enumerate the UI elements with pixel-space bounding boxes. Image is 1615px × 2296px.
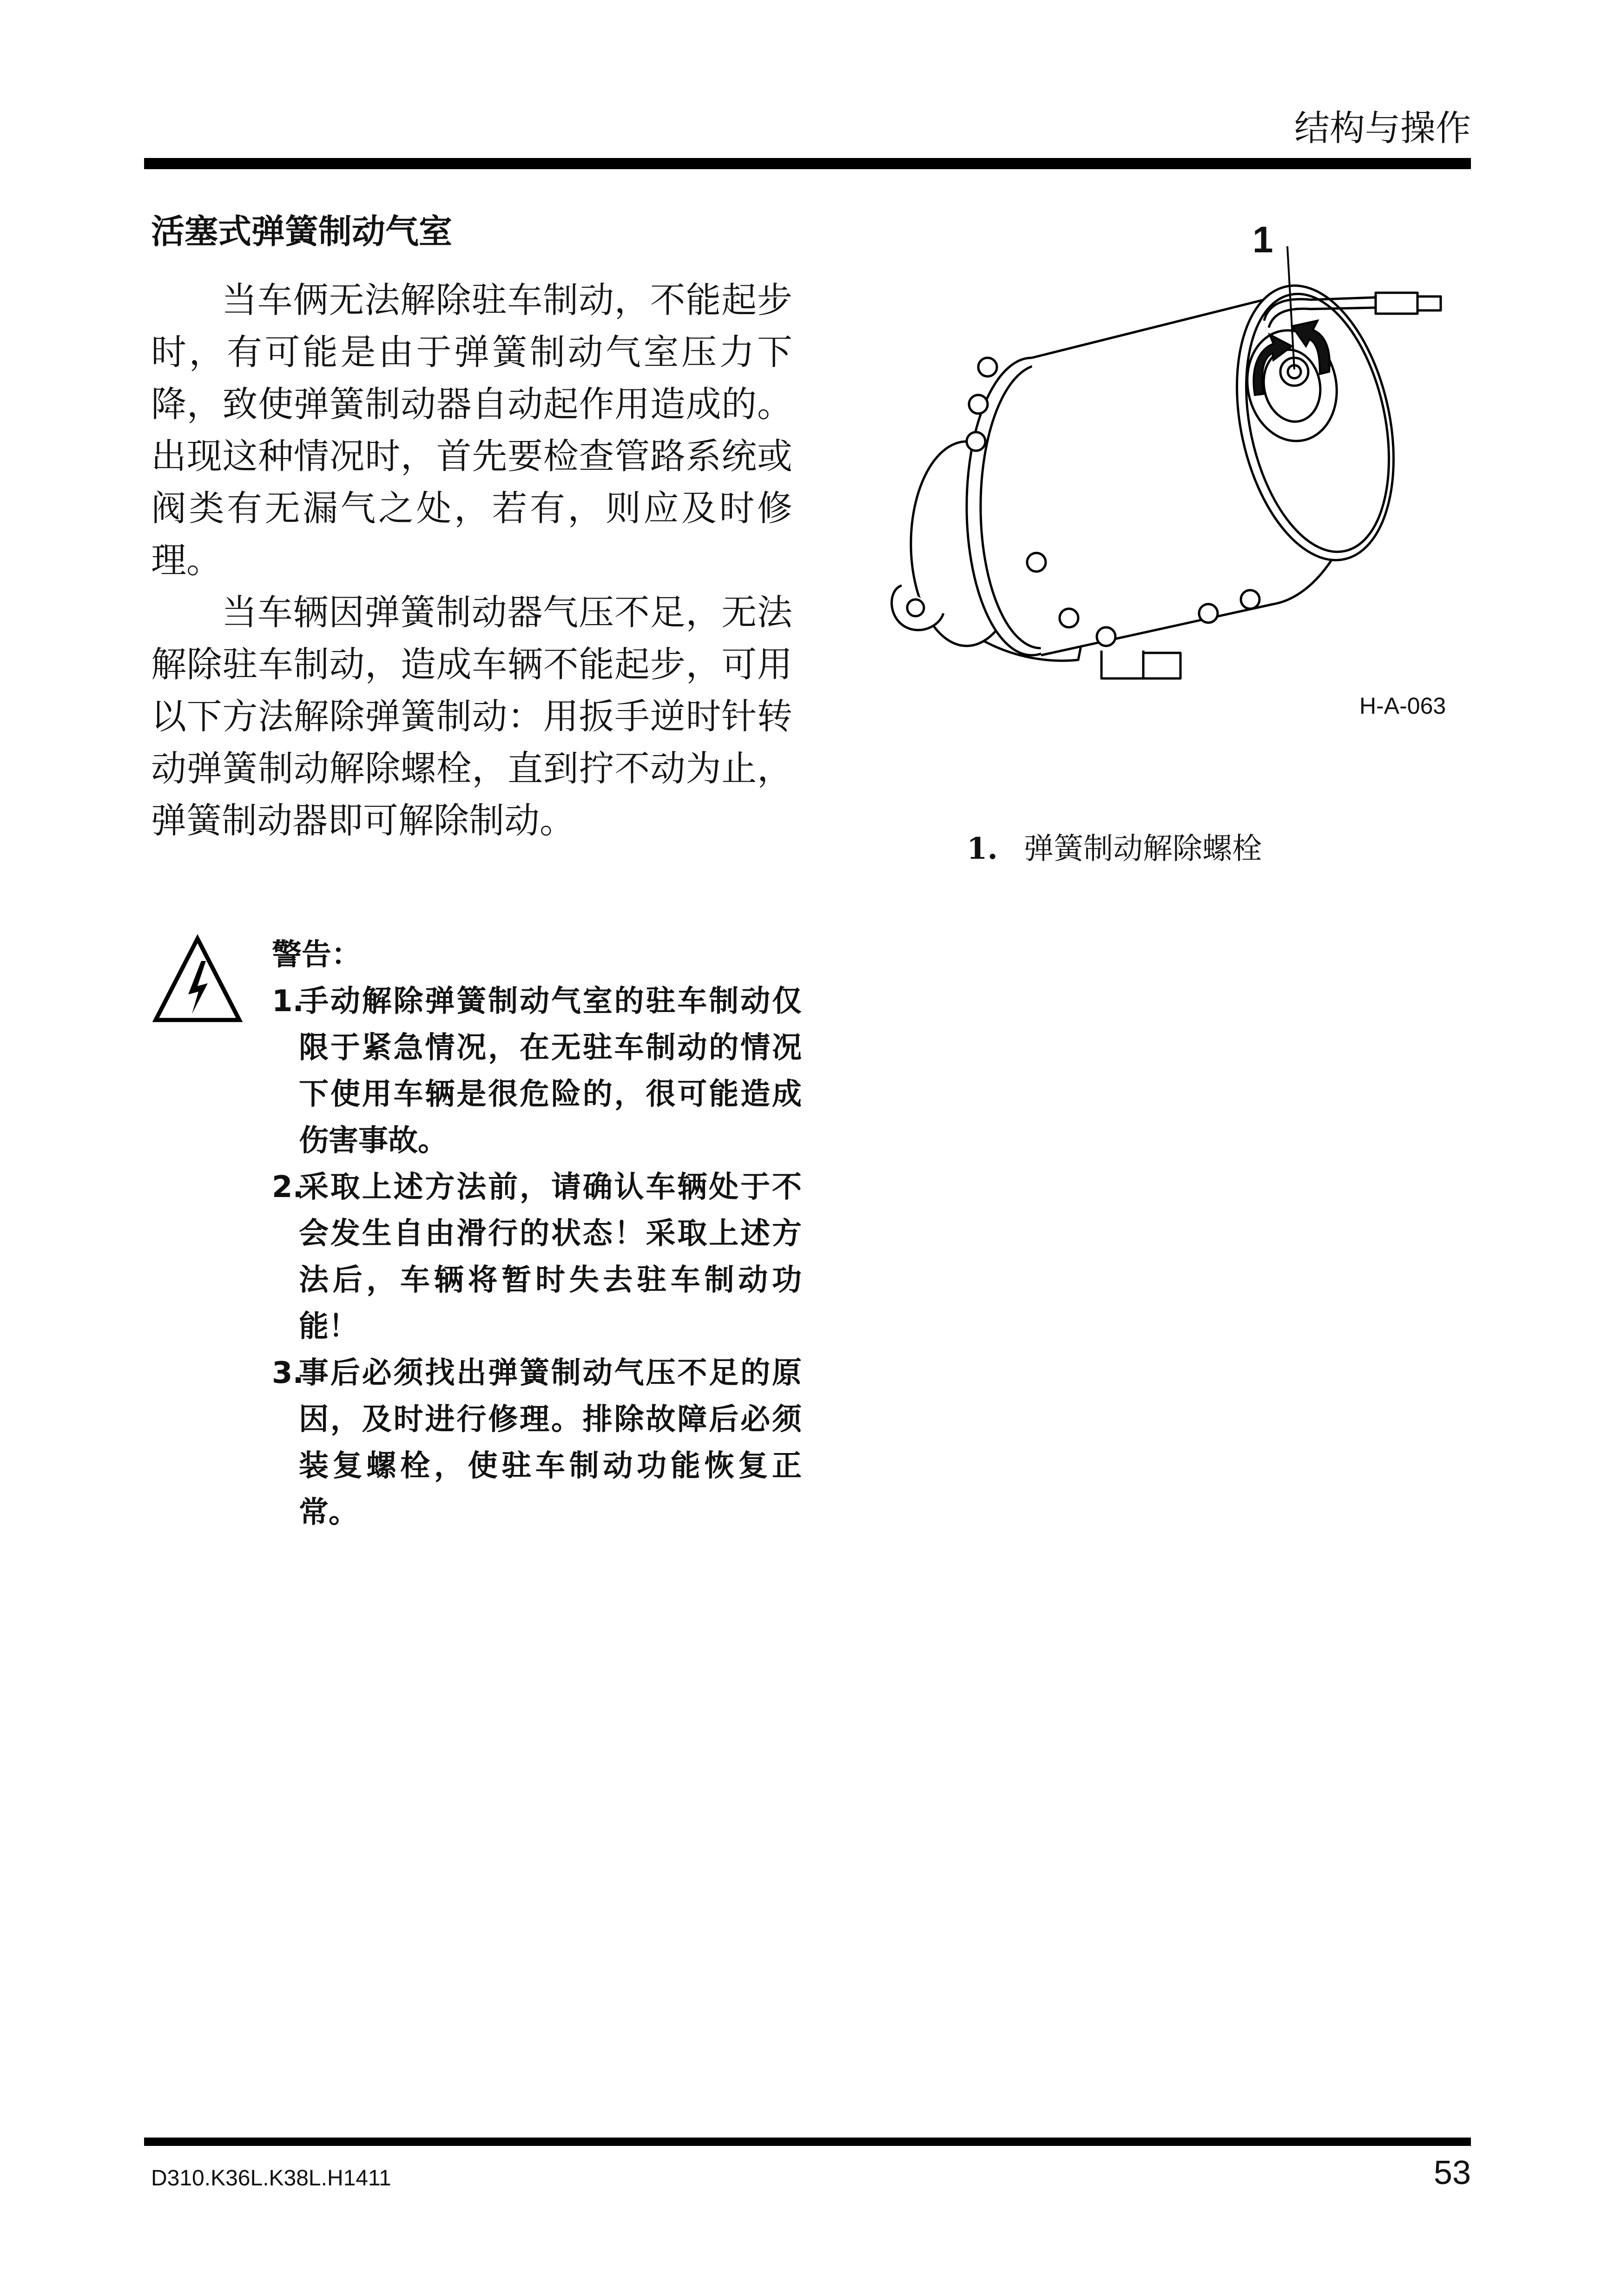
body-text [151,274,792,847]
warning-item-1 [272,978,802,1164]
warning-item-3 [272,1350,802,1536]
page-number: 53 [1433,2154,1471,2191]
body-paragraph-2: 当车辆因弹簧制动器气压不足，无法解除驻车制动，造成车辆不能起步，可用以下方法解除弹簧制动：用扳手逆时针转动弹簧制动解除螺栓，直到拧不动为止，弹簧制动器即可解除制动。 [151,592,792,841]
figure-code: H-A-063 [1359,693,1446,719]
warning-item-text: 采取上述方法前，请确认车辆处于不会发生自由滑行的状态！采取上述方法后，车辆将暂时失去驻车制动功能！ [299,1170,802,1344]
warning-item-number: 2. [272,1170,304,1204]
warning-item-number: 1. [272,984,304,1019]
spring-brake-chamber-illustration [883,218,1478,730]
figure-caption [967,825,1262,868]
caption-text: 弹簧制动解除螺栓 [1024,832,1262,866]
caption-number: 1. [967,831,998,866]
warning-item-text: 手动解除弹簧制动气室的驻车制动仅限于紧急情况，在无驻车制动的情况下使用车辆是很危险的，很可能造成伤害事故。 [299,984,802,1158]
warning-item-text: 事后必须找出弹簧制动气压不足的原因，及时进行修理。排除故障后必须装复螺栓，使驻车制动功能恢复正常。 [299,1356,802,1530]
warning-heading: 警告： [272,938,361,972]
header-title: 结构与操作 [1294,107,1471,149]
figure-callout-number: 1 [1252,219,1273,260]
section-title: 活塞式弹簧制动气室 [151,212,453,251]
footer-doc-code: D310.K36L.K38L.H1411 [151,2166,391,2191]
warning-item-2 [272,1164,802,1350]
header-rule [144,158,1471,169]
footer-rule [144,2138,1471,2146]
warning-item-number: 3. [272,1356,304,1390]
warning-block [272,932,802,1536]
electric-hazard-icon [151,934,244,1027]
body-paragraph-1: 当车俩无法解除驻车制动，不能起步时，有可能是由于弹簧制动气室压力下降，致使弹簧制动器自动起作用造成的。出现这种情况时，首先要检查管路系统或阀类有无漏气之处，若有，则应及时修理。 [151,279,792,581]
